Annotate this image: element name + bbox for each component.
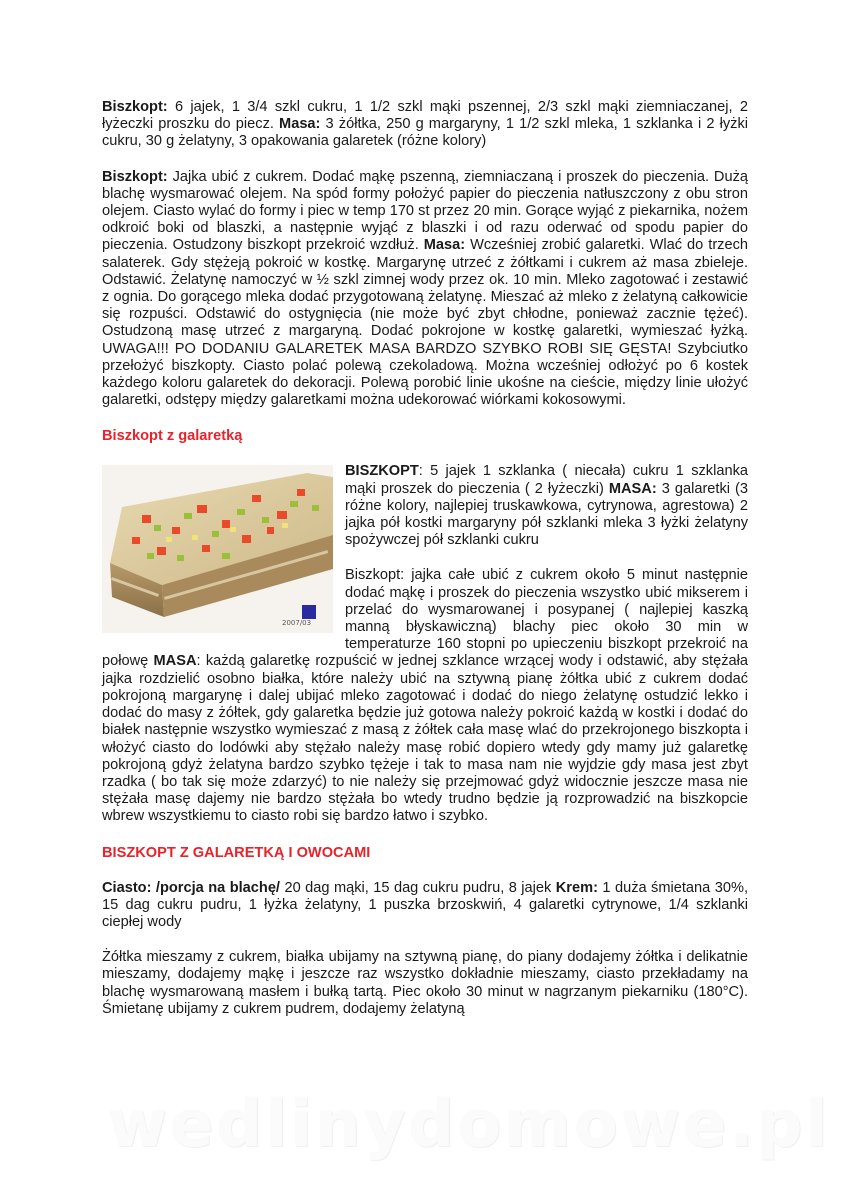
label-biszkopt: BISZKOPT	[345, 463, 419, 480]
photo-caption: 2007/03	[282, 619, 312, 628]
section3-method: Żółtka mieszamy z cukrem, białka ubijamy na sztywną pianę, do piany dodajemy żółtka i delikatnie mieszamy, dodajemy mąkę i jeszcze raz wszystko dokładnie mieszamy, ciasto przekładamy na blachę wysmarowaną masłem i bułką tartą. Piec około 30 minut w nagrzanym piekarniku (180°C). Śmietanę ubijamy z cukrem pudrem, dodajemy żelatyną	[102, 949, 748, 1017]
label-masa: MASA:	[608, 480, 657, 497]
document-page	[102, 99, 748, 1018]
label-masa: Masa:	[423, 237, 466, 254]
label-biszkopt: Biszkopt:	[102, 168, 168, 185]
label-masa: MASA	[153, 653, 197, 670]
section1-ingredients: Biszkopt: 6 jajek, 1 3/4 szkl cukru, 1 1/2 szkl mąki pszennej, 2/3 szkl mąki ziemniaczanej, 2 łyżeczki proszku do piecz. Masa: 3 żółtka, 250 g margaryny, 1 1/2 szkl mleka, 1 szklanka i 2 łyżki cukru, 30 g żelatyny, 3 opakowania galaretek (różne kolory)	[102, 99, 748, 150]
label-masa: Masa:	[279, 116, 321, 133]
label-krem: Krem:	[555, 879, 598, 896]
label-biszkopt: Biszkopt:	[102, 99, 168, 115]
section3-title: BISZKOPT Z GALARETKĄ I OWOCAMI	[102, 844, 371, 861]
section2-ingredients: BISZKOPT: 5 jajek 1 szklanka ( niecała) cukru 1 szklanka mąki proszek do pieczenia ( 2 łyżeczki) MASA: 3 galaretki (3 różne kolory, najlepiej truskawkowa, cytrynowa, agrestowa) 2 jajka pół kostki margaryny pół szklanki mleka 3 łyżki żelatyny spożywczej pół szklanki cukru	[345, 463, 749, 549]
label-ciasto: Ciasto: /porcja na blachę/	[102, 879, 280, 896]
cake-photo	[102, 465, 333, 633]
section2-body	[102, 463, 748, 825]
section3-ingredients: Ciasto: /porcja na blachę/ 20 dag mąki, 15 dag cukru pudru, 8 jajek Krem: 1 duża śmietana 30%, 15 dag cukru pudru, 1 łyżka żelatyny, 1 puszka brzoskwiń, 4 galaretki cytrynowe, 1/4 szklanki ciepłej wody	[102, 879, 748, 930]
section2-title: Biszkopt z galaretką	[102, 428, 243, 445]
section1-method: Biszkopt: Jajka ubić z cukrem. Dodać mąkę pszenną, ziemniaczaną i proszek do pieczenia. Dużą blachę wysmarować olejem. Na spód formy położyć papier do pieczenia natłuszczony z obu stron olejem. Ciasto wylać do formy i piec w temp 170 st przez 20 min. Gorące wyjąć z piekarnika, nożem odkroić boki od blaszki, a następnie wyjąć z blaszki i od razu oderwać od spodu papier do pieczenia. Ostudzony biszkopt przekroić wzdłuż. Masa: Wcześniej zrobić galaretki. Wlać do trzech salaterek. Gdy stężeją pokroić w kostkę. Margarynę utrzeć z żółtkami i cukrem aż masa zbieleje. Odstawić. Żelatynę namoczyć w ½ szkl zimnej wody przez ok. 10 min. Mleko zagotować i zestawić z ognia. Do gorącego mleka dodać przygotowaną żelatynę. Mieszać aż mleko z żelatyną całkowicie się rozpuści. Odstawić do ostygnięcia (nie może być zbyt chłodne, ponieważ zacznie tężeć). Ostudzoną masę utrzeć z margaryną. Dodać pokrojone w kostkę galaretki, wymieszać łyżką. UWAGA!!! PO DODANIU GALARETEK MASA BARDZO SZYBKO ROBI SIĘ GĘSTA! Szybciutko przełożyć biszkopty. Ciasto polać polewą czekoladową. Można wcześniej odłożyć po 6 kostek każdego koloru galaretek do dekoracji. Polewą porobić linie ukośne na cieście, między linie ułożyć galaretki, odstępy między galaretkami można udekorować wiórkami kokosowymi.	[102, 168, 749, 409]
section2-method: Biszkopt: jajka całe ubić z cukrem około 5 minut następnie dodać mąkę i proszek do pieczenia wszystko ubić mikserem i przelać do wysmarowanej i posypanej ( najlepiej kaszką manną błyskawiczną) blachy piec około 30 min w temperaturze 160 stopni po upieczeniu biszkopt przekroić na połowę MASA: każdą galaretkę rozpuścić w jednej szklance wrzącej wody i odstawić, aby stężała jajka rozdzielić osobno białka, które należy ubić na sztywną pianę żółtka ubić z cukrem dodać pokrojoną margarynę i dalej ubijać mleko zagotować i dodać do niego żelatynę ostudzić lekko i dodać do masy z żółtek, gdy galaretka będzie już gotowa należy pokroić każdą w kostki i dodać do białek następnie wszystko wymieszać z masą z żółtek cała masę wlać do przekrojonego biszkopta i włożyć ciasto do lodówki aby stężało należy masę robić dopiero wtedy gdy mamy już galaretkę pokrojoną gdyż żelatyna bardzo szybko tężeje i tak to masa nam nie wyjdzie gdy masa jest zbyt rzadka ( bo tak się może zdarzyć) to nie należy się przejmować gdyż widocznie jeszcze masa nie stężała masę dajemy nie bardzo stężała bo wtedy trudno będzie ją rozprowadzić na biszkopcie wbrew wszystkiemu to ciasto robi się bardzo łatwo i szybko.	[102, 567, 748, 825]
watermark: wedlinydomowe.pl	[108, 1088, 831, 1162]
